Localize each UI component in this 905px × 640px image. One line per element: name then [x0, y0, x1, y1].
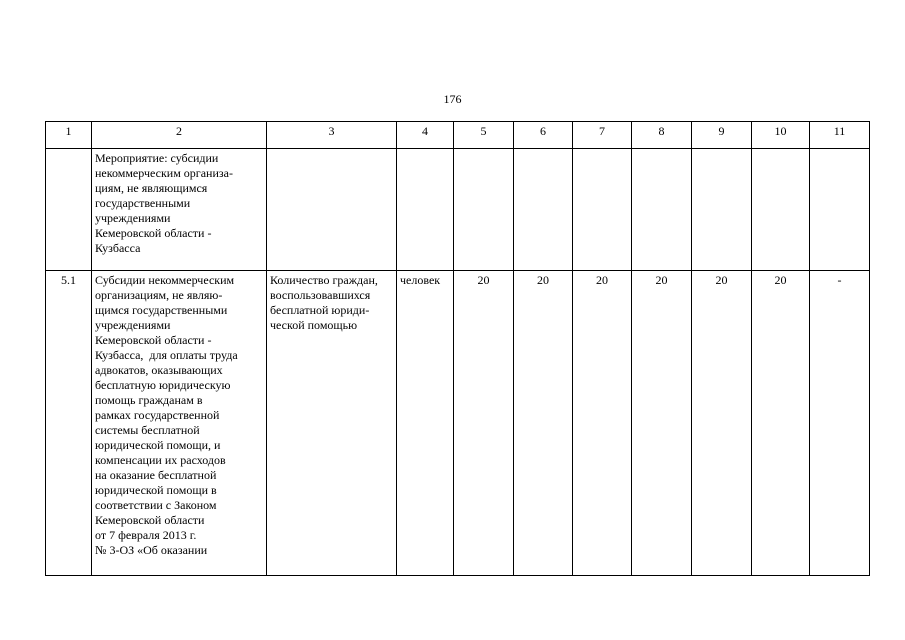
text-line: от 7 февраля 2013 г.: [95, 528, 197, 542]
value-cell: 20: [752, 271, 810, 576]
empty-cell: [46, 149, 92, 271]
row-number-cell: 5.1: [46, 271, 92, 576]
text-line: Субсидии некоммерческим: [95, 273, 235, 287]
empty-cell: [454, 149, 514, 271]
empty-cell: [397, 149, 454, 271]
text-line: ческой помощью: [270, 318, 358, 332]
empty-cell: [692, 149, 752, 271]
value-cell: 20: [632, 271, 692, 576]
subsidy-row: [46, 271, 870, 576]
unit-cell: человек: [397, 271, 454, 576]
text-line: компенсации их расходов: [95, 453, 226, 467]
text-line: бесплатную юридическую: [95, 378, 231, 392]
text-line: Кузбасса, для оплаты труда: [95, 348, 238, 362]
column-number: 4: [397, 122, 454, 149]
empty-cell: [752, 149, 810, 271]
value-cell: 20: [514, 271, 573, 576]
column-number: 6: [514, 122, 573, 149]
text-line: учреждениями: [95, 211, 171, 225]
column-number: 11: [810, 122, 870, 149]
value-cell: 20: [692, 271, 752, 576]
indicator-cell: [267, 271, 397, 576]
empty-cell: [514, 149, 573, 271]
column-number: 2: [92, 122, 267, 149]
column-number-row: [46, 122, 870, 149]
column-number: 7: [573, 122, 632, 149]
text-line: бесплатной юриди-: [270, 303, 370, 317]
text-line: Кузбасса: [95, 241, 141, 255]
value-cell: 20: [573, 271, 632, 576]
text-line: юридической помощи, и: [95, 438, 221, 452]
column-number: 10: [752, 122, 810, 149]
event-row: [46, 149, 870, 271]
text-line: воспользовавшихся: [270, 288, 371, 302]
value-cell: 20: [454, 271, 514, 576]
text-line: Кемеровской области: [95, 513, 205, 527]
indicators-table: [45, 121, 870, 576]
text-line: циям, не являющимся: [95, 181, 208, 195]
text-line: Мероприятие: субсидии: [95, 151, 219, 165]
text-line: Кемеровской области -: [95, 226, 212, 240]
text-line: государственными: [95, 196, 191, 210]
text-line: помощь гражданам в: [95, 393, 203, 407]
column-number: 5: [454, 122, 514, 149]
text-line: учреждениями: [95, 318, 171, 332]
text-line: организациям, не являю-: [95, 288, 223, 302]
column-number: 9: [692, 122, 752, 149]
text-line: адвокатов, оказывающих: [95, 363, 223, 377]
value-cell: -: [810, 271, 870, 576]
text-line: некоммерческим организа-: [95, 166, 233, 180]
empty-cell: [810, 149, 870, 271]
event-description-cell: [92, 149, 267, 271]
column-number: 1: [46, 122, 92, 149]
text-line: Кемеровской области -: [95, 333, 212, 347]
subsidy-description-cell: [92, 271, 267, 576]
text-line: системы бесплатной: [95, 423, 200, 437]
empty-cell: [267, 149, 397, 271]
column-number: 8: [632, 122, 692, 149]
text-line: юридической помощи в: [95, 483, 217, 497]
text-line: № 3-ОЗ «Об оказании: [95, 543, 208, 557]
text-line: на оказание бесплатной: [95, 468, 217, 482]
text-line: соответствии с Законом: [95, 498, 217, 512]
column-number: 3: [267, 122, 397, 149]
text-line: щимся государственными: [95, 303, 228, 317]
empty-cell: [573, 149, 632, 271]
text-line: Количество граждан,: [270, 273, 378, 287]
empty-cell: [632, 149, 692, 271]
text-line: рамках государственной: [95, 408, 220, 422]
page-number: 176: [443, 92, 462, 106]
